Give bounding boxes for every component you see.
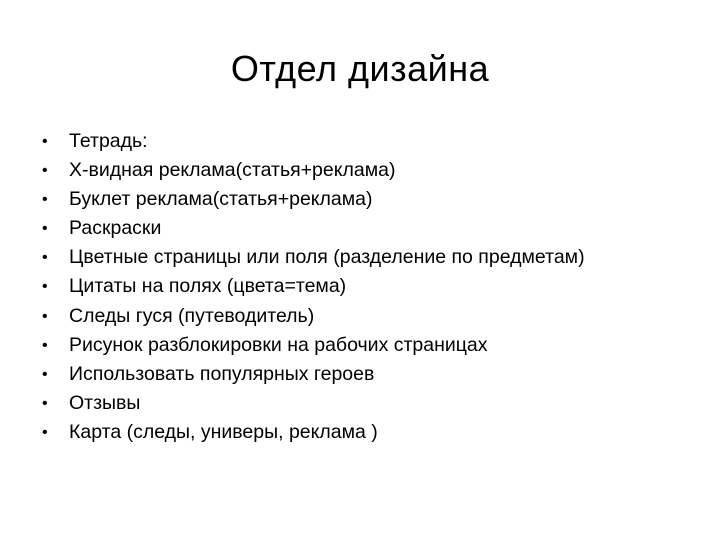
bullet-icon: •: [42, 307, 48, 325]
list-item: [42, 127, 702, 156]
list-item: [42, 214, 702, 243]
list-item: [42, 360, 702, 389]
list-item: [42, 389, 702, 418]
bullet-icon: •: [42, 423, 48, 441]
list-item: [42, 302, 702, 331]
bullet-icon: •: [42, 394, 48, 412]
list-item: [42, 331, 702, 360]
list-item: [42, 185, 702, 214]
bullet-icon: •: [42, 162, 48, 180]
bullet-icon: •: [42, 278, 48, 296]
list-item-text: Использовать популярных героев: [69, 362, 375, 385]
bullet-icon: •: [42, 249, 48, 267]
bullet-icon: •: [42, 365, 48, 383]
list-item-text: Раскраски: [69, 217, 162, 240]
list-item: [42, 243, 702, 272]
bullet-icon: •: [42, 133, 48, 150]
list-item-text: Цитаты на полях (цвета=тема): [69, 275, 347, 298]
list-item-text: Х-видная реклама(статья+реклама): [69, 159, 396, 182]
list-item-text: Цветные страницы или поля (разделение по предметам): [69, 246, 585, 269]
list-item: [42, 418, 702, 447]
bullet-icon: •: [42, 220, 48, 238]
bullet-icon: •: [42, 191, 48, 209]
bullet-icon: •: [42, 336, 48, 354]
list-item-text: Карта (следы, универы, реклама ): [69, 420, 378, 443]
bullet-list: [42, 127, 702, 447]
list-item: [42, 272, 702, 301]
list-item: [42, 156, 702, 185]
list-item-text: Буклет реклама(статья+реклама): [69, 188, 373, 211]
slide-title: Отдел дизайна: [230, 48, 490, 89]
list-item-text: Следы гуся (путеводитель): [69, 304, 315, 327]
list-item-text: Отзывы: [69, 391, 141, 414]
list-item-text: Тетрадь:: [69, 130, 148, 152]
list-item-text: Рисунок разблокировки на рабочих страницах: [69, 333, 488, 356]
